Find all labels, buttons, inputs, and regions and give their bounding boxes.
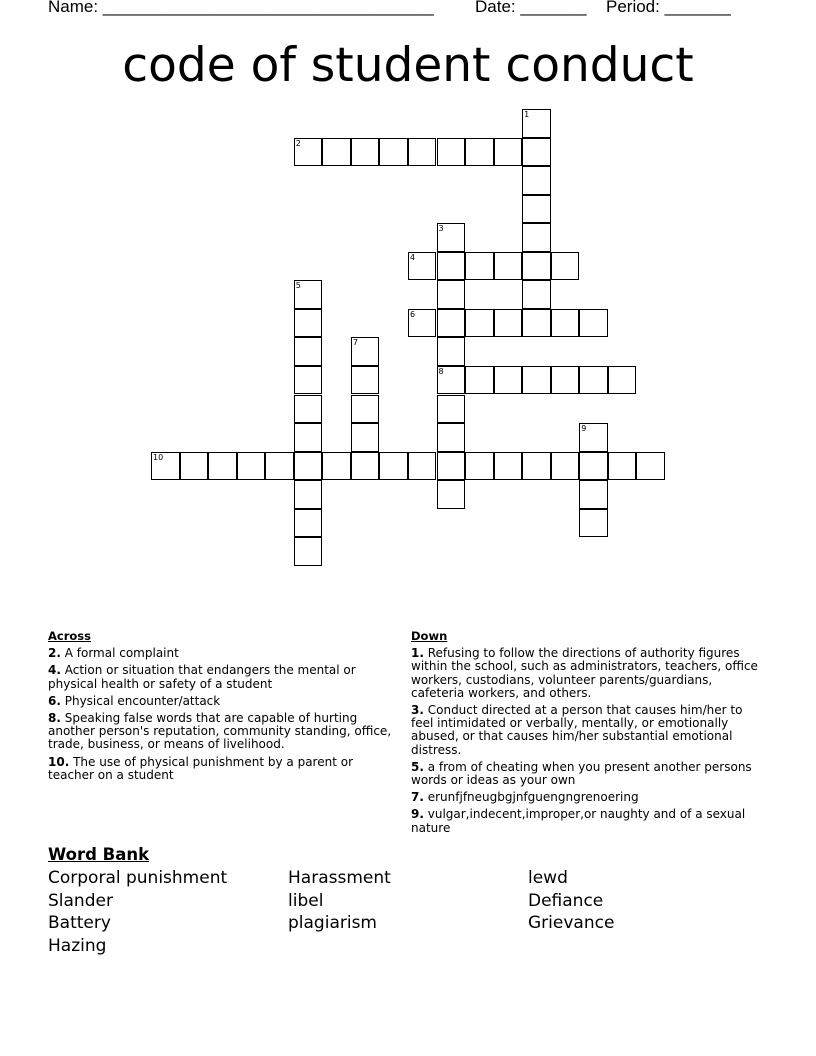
clue-item xyxy=(48,756,400,782)
clue-item xyxy=(411,761,763,787)
crossword-cell[interactable] xyxy=(522,223,551,252)
crossword-cell[interactable] xyxy=(208,452,237,481)
word-bank-word: lewd xyxy=(528,868,568,888)
crossword-cell[interactable] xyxy=(636,452,665,481)
clue-number: 3 xyxy=(438,224,444,234)
crossword-cell[interactable] xyxy=(294,423,323,452)
clue-item-number: 6. xyxy=(48,693,61,708)
clue-item xyxy=(48,712,400,752)
crossword-cell[interactable] xyxy=(579,309,608,338)
crossword-cell[interactable] xyxy=(465,452,494,481)
word-bank-word: Hazing xyxy=(48,936,107,957)
clue-item-number: 8. xyxy=(48,711,61,726)
word-bank-word: libel xyxy=(288,890,324,911)
clue-number: 9 xyxy=(581,424,587,434)
clue-number: 1 xyxy=(524,110,530,119)
word-bank-word: Slander xyxy=(48,890,113,911)
clue-item-text: Speaking false words that are capable of hurting another person's reputation, community standing, office, trade, business, or means of livelihood. xyxy=(48,711,392,752)
crossword-cell[interactable] xyxy=(522,366,551,395)
crossword-cell[interactable] xyxy=(437,337,466,366)
clue-item-text: A formal complaint xyxy=(60,646,179,661)
crossword-cell[interactable] xyxy=(351,395,380,424)
crossword-cell[interactable] xyxy=(465,366,494,395)
crossword-cell[interactable] xyxy=(522,252,551,281)
word-bank-word: Defiance xyxy=(528,890,604,911)
crossword-cell[interactable] xyxy=(522,280,551,309)
crossword-cell[interactable] xyxy=(494,309,523,338)
clue-item xyxy=(411,808,763,834)
clue-number: 2 xyxy=(295,138,301,148)
word-bank-word: Corporal punishment xyxy=(48,868,228,888)
crossword-cell[interactable] xyxy=(494,366,523,395)
crossword-cell[interactable] xyxy=(437,480,466,509)
crossword-cell[interactable] xyxy=(437,252,466,281)
clue-number: 10 xyxy=(153,452,164,462)
clue-number: 4 xyxy=(409,252,416,262)
down-heading: Down xyxy=(411,629,448,643)
crossword-cell[interactable] xyxy=(351,423,380,452)
crossword-cell[interactable] xyxy=(579,509,608,538)
crossword-cell[interactable] xyxy=(265,452,294,481)
crossword-cell[interactable] xyxy=(551,452,580,481)
crossword-cell[interactable] xyxy=(180,452,209,481)
word-bank-word: plagiarism xyxy=(288,913,377,934)
crossword-cell[interactable] xyxy=(437,366,466,395)
crossword-cell[interactable] xyxy=(294,537,323,566)
clue-number: 8 xyxy=(438,366,444,376)
clue-item-number: 4. xyxy=(48,663,61,678)
crossword-cell[interactable] xyxy=(522,309,551,338)
crossword-cell[interactable] xyxy=(351,138,380,167)
clue-item-number: 7. xyxy=(411,790,424,805)
crossword-cell[interactable] xyxy=(408,309,437,338)
crossword-cell[interactable] xyxy=(579,480,608,509)
clue-item-number: 1. xyxy=(411,646,424,661)
crossword-cell[interactable] xyxy=(522,452,551,481)
crossword-cell[interactable] xyxy=(408,452,437,481)
clue-item-text: vulgar,indecent,improper,or naughty and of a sexual nature xyxy=(411,807,746,835)
word-bank-word: Battery xyxy=(48,913,111,934)
crossword-cell[interactable] xyxy=(294,280,323,309)
crossword-cell[interactable] xyxy=(522,138,551,167)
crossword-cell[interactable] xyxy=(551,252,580,281)
crossword-cell[interactable] xyxy=(237,452,266,481)
clue-number: 6 xyxy=(409,309,416,319)
crossword-cell[interactable] xyxy=(294,337,323,366)
clue-item-number: 3. xyxy=(411,703,424,718)
crossword-cell[interactable] xyxy=(494,452,523,481)
down-clue-list xyxy=(411,647,763,835)
clue-item-text: a from of cheating when you present another persons words or ideas as your own xyxy=(411,759,752,788)
crossword-cell[interactable] xyxy=(294,309,323,338)
crossword-cell[interactable] xyxy=(437,138,466,167)
crossword-cell[interactable] xyxy=(522,195,551,224)
crossword-cell[interactable] xyxy=(322,452,351,481)
clue-item-text: Refusing to follow the directions of authority figures within the school, such as administrators, teachers, office workers, custodians, volunteer parents/guardians, cafeteria workers, and others. xyxy=(411,646,758,700)
clue-item-text: Conduct directed at a person that causes him/her to feel intimidated or verbally, mentally, or emotionally abused, or that causes him/her substantial emotional distress. xyxy=(411,703,743,757)
crossword-cell[interactable] xyxy=(351,337,380,366)
crossword-cell[interactable] xyxy=(351,452,380,481)
across-clues xyxy=(48,630,400,786)
crossword-cell[interactable] xyxy=(608,452,637,481)
clue-item xyxy=(411,791,763,804)
crossword-cell[interactable] xyxy=(322,138,351,167)
clue-item-text: Action or situation that endangers the mental or physical health or safety of a student xyxy=(48,663,356,691)
clue-item-text: Physical encounter/attack xyxy=(60,693,221,708)
crossword-cell[interactable] xyxy=(551,309,580,338)
clue-item xyxy=(411,704,763,757)
page-title: code of student conduct xyxy=(122,38,694,93)
crossword-cell[interactable] xyxy=(379,452,408,481)
across-clue-list xyxy=(48,647,400,782)
crossword-cell[interactable] xyxy=(379,138,408,167)
clue-item xyxy=(48,664,400,690)
clue-number: 7 xyxy=(352,338,358,348)
crossword-cell[interactable] xyxy=(494,138,523,167)
crossword-cell[interactable] xyxy=(437,423,466,452)
clue-item-text: erunfjfneugbgjnfguengngrenoering xyxy=(423,790,639,805)
down-clues xyxy=(411,630,763,839)
clue-item xyxy=(48,647,400,660)
clue-item-number: 9. xyxy=(411,807,424,822)
word-bank-title: Word Bank xyxy=(48,845,150,864)
crossword-cell[interactable] xyxy=(465,252,494,281)
crossword-cell[interactable] xyxy=(579,366,608,395)
period-field-label[interactable]: Period: _______ xyxy=(606,0,731,16)
crossword-cell[interactable] xyxy=(494,252,523,281)
crossword-cell[interactable] xyxy=(465,309,494,338)
crossword-cell[interactable] xyxy=(294,509,323,538)
clue-item xyxy=(411,647,763,700)
clue-item-number: 2. xyxy=(48,646,61,661)
clue-item xyxy=(48,695,400,708)
clue-number: 5 xyxy=(295,281,301,291)
crossword-cell[interactable] xyxy=(522,109,551,138)
clue-item-number: 5. xyxy=(411,759,424,774)
crossword-cell[interactable] xyxy=(294,138,323,167)
across-heading: Across xyxy=(48,629,91,643)
clue-item-number: 10. xyxy=(48,754,70,769)
crossword-cell[interactable] xyxy=(437,309,466,338)
crossword-cell[interactable] xyxy=(408,252,437,281)
date-field-label[interactable]: Date: _______ xyxy=(475,0,587,16)
crossword-cell[interactable] xyxy=(437,223,466,252)
crossword-cell[interactable] xyxy=(151,452,180,481)
crossword-cell[interactable] xyxy=(579,452,608,481)
crossword-cell[interactable] xyxy=(294,452,323,481)
crossword-cell[interactable] xyxy=(437,395,466,424)
crossword-cell[interactable] xyxy=(408,138,437,167)
crossword-cell[interactable] xyxy=(437,452,466,481)
crossword-cell[interactable] xyxy=(351,366,380,395)
crossword-cell[interactable] xyxy=(294,395,323,424)
crossword-cell[interactable] xyxy=(608,366,637,395)
crossword-cell[interactable] xyxy=(579,423,608,452)
crossword-cell[interactable] xyxy=(465,138,494,167)
crossword-cell[interactable] xyxy=(522,166,551,195)
word-bank-word: Harassment xyxy=(288,868,391,888)
crossword-cell[interactable] xyxy=(294,366,323,395)
word-bank-word: Grievance xyxy=(528,913,615,934)
crossword-cell[interactable] xyxy=(437,280,466,309)
crossword-cell[interactable] xyxy=(551,366,580,395)
crossword-cell[interactable] xyxy=(294,480,323,509)
name-field-label[interactable]: Name: ___________________________________ xyxy=(48,0,434,16)
clue-item-text: The use of physical punishment by a parent or teacher on a student xyxy=(48,754,353,782)
